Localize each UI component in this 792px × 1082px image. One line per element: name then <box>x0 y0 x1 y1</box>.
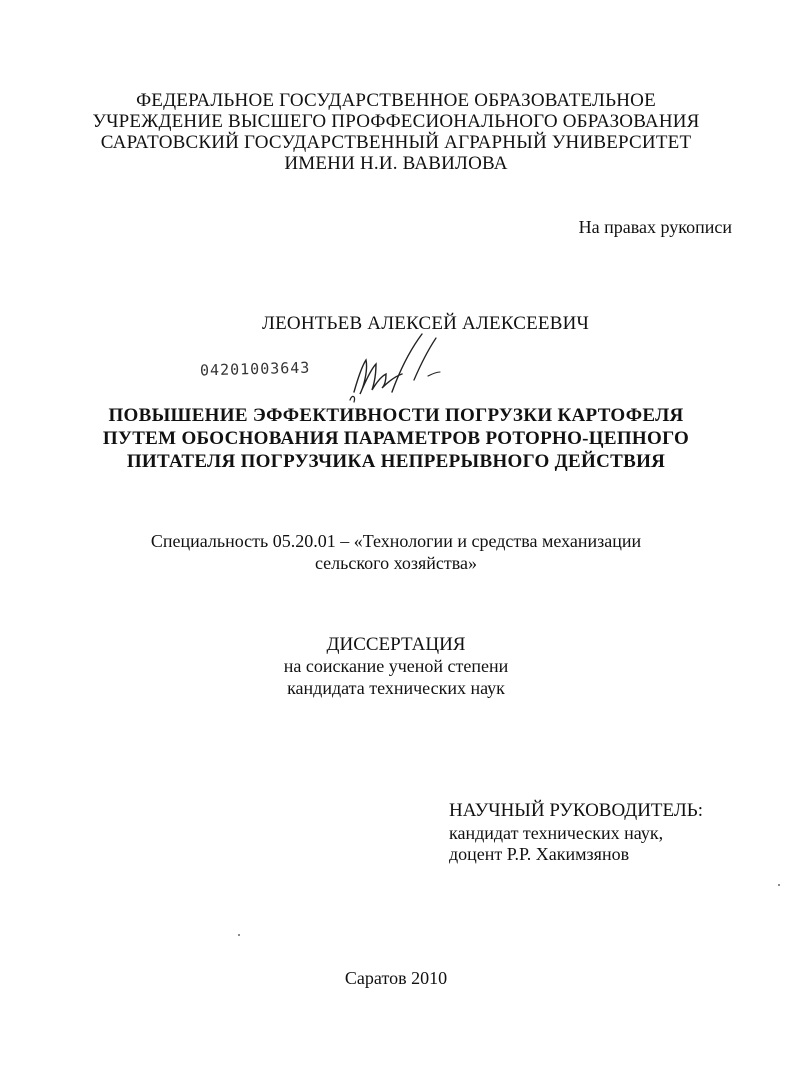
supervisor-line-2: доцент Р.Р. Хакимзянов <box>449 844 630 864</box>
specialty-line-1: Специальность 05.20.01 – «Технологии и средства механизации <box>150 531 642 551</box>
institution-line-4: ИМЕНИ Н.И. ВАВИЛОВА <box>284 153 508 174</box>
title-line-2: ПУТЕМ ОБОСНОВАНИЯ ПАРАМЕТРОВ РОТОРНО-ЦЕПНОГО <box>102 428 690 449</box>
rights-note: На правах рукописи <box>578 217 732 237</box>
scan-speck <box>778 884 780 886</box>
degree-heading: ДИССЕРТАЦИЯ <box>326 634 466 655</box>
title-line-1: ПОВЫШЕНИЕ ЭФФЕКТИВНОСТИ ПОГРУЗКИ КАРТОФЕЛЯ <box>108 405 684 426</box>
signature-icon <box>340 330 450 410</box>
scan-speck <box>238 934 240 936</box>
registration-number: 04201003643 <box>199 358 311 380</box>
supervisor-line-1: кандидат технических наук, <box>449 823 664 843</box>
institution-line-2: УЧРЕЖДЕНИЕ ВЫСШЕГО ПРОФФЕСИОНАЛЬНОГО ОБРАЗОВАНИЯ <box>92 111 700 132</box>
supervisor-heading: НАУЧНЫЙ РУКОВОДИТЕЛЬ: <box>449 800 703 821</box>
institution-line-1: ФЕДЕРАЛЬНОЕ ГОСУДАРСТВЕННОЕ ОБРАЗОВАТЕЛЬНОЕ <box>136 90 656 111</box>
title-line-3: ПИТАТЕЛЯ ПОГРУЗЧИКА НЕПРЕРЫВНОГО ДЕЙСТВИЯ <box>126 451 666 472</box>
institution-line-3: САРАТОВСКИЙ ГОСУДАРСТВЕННЫЙ АГРАРНЫЙ УНИВЕРСИТЕТ <box>100 132 692 153</box>
city-year: Саратов 2010 <box>344 968 448 988</box>
author-name: ЛЕОНТЬЕВ АЛЕКСЕЙ АЛЕКСЕЕВИЧ <box>262 313 590 334</box>
degree-line-2: кандидата технических наук <box>287 678 505 698</box>
specialty-line-2: сельского хозяйства» <box>314 553 478 573</box>
degree-line-1: на соискание ученой степени <box>283 656 509 676</box>
